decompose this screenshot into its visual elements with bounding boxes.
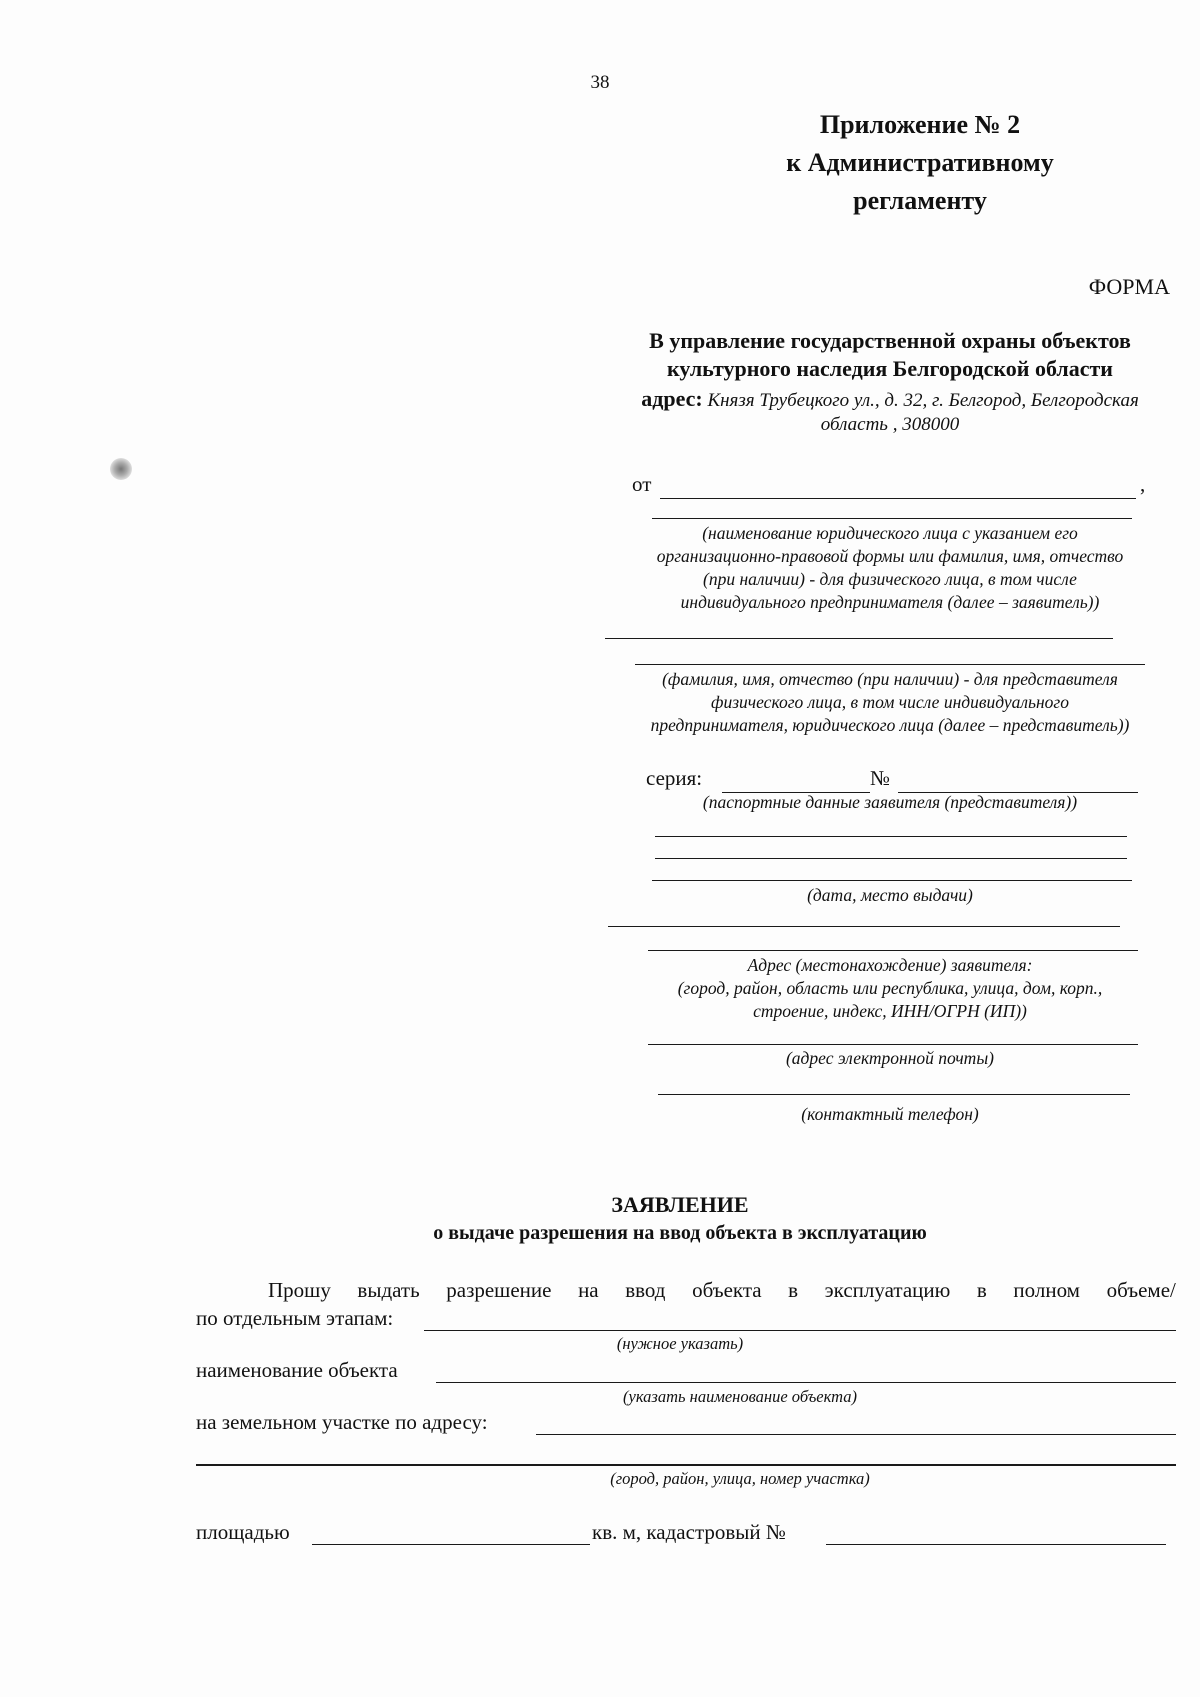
request-word: в xyxy=(788,1278,799,1302)
request-word: объеме/ xyxy=(1106,1278,1176,1302)
caption-line: физического лица, в том числе индивидуального xyxy=(711,692,1069,712)
area-field[interactable] xyxy=(312,1544,590,1545)
object-name-field[interactable] xyxy=(436,1382,1176,1383)
applicant-name-line-2[interactable] xyxy=(652,518,1132,519)
caption-line: (фамилия, имя, отчество (при наличии) - для представителя xyxy=(662,669,1118,689)
phone-caption: (контактный телефон) xyxy=(801,1104,979,1124)
recipient-line-1: В управление государственной охраны объектов xyxy=(649,328,1131,353)
email-caption: (адрес электронной почты) xyxy=(785,1048,995,1068)
land-caption: (город, район, улица, номер участка) xyxy=(610,1469,870,1488)
object-label: наименование объекта xyxy=(196,1358,398,1382)
passport-caption: (паспортные данные заявителя (представителя)) xyxy=(702,792,1078,812)
recipient-address-line-2: область , 308000 xyxy=(820,414,960,435)
representative-caption xyxy=(600,668,1180,737)
passport-issue-line-3[interactable] xyxy=(652,880,1132,881)
caption-line: предпринимателя, юридического лица (далее – представитель)) xyxy=(650,715,1130,735)
from-comma: , xyxy=(1140,472,1146,496)
address-line-1: Князя Трубецкого ул., д. 32, г. Белгород, Белгородская xyxy=(707,390,1139,411)
caption-line: (при наличии) - для физического лица, в том числе xyxy=(703,569,1077,589)
applicant-extra-line[interactable] xyxy=(605,638,1113,639)
applicant-caption xyxy=(600,522,1180,614)
area-unit-label: кв. м, кадастровый № xyxy=(592,1520,786,1544)
annex-subtitle-2: регламенту xyxy=(853,186,987,215)
request-word: Прошу xyxy=(268,1278,331,1302)
address-label: адрес: xyxy=(641,386,703,411)
statement-subtitle: о выдаче разрешения на ввод объекта в эксплуатацию xyxy=(433,1222,927,1244)
object-caption: (указать наименование объекта) xyxy=(623,1387,857,1406)
address-caption xyxy=(600,954,1180,1023)
land-address-field[interactable] xyxy=(536,1434,1176,1435)
series-label: серия: xyxy=(646,766,703,790)
caption-line: Адрес (местонахождение) заявителя: xyxy=(747,955,1033,975)
applicant-name-line[interactable] xyxy=(660,498,1136,499)
from-label: от xyxy=(632,472,652,496)
request-word: выдать xyxy=(357,1278,420,1302)
scan-speck xyxy=(110,458,132,480)
stages-label: по отдельным этапам: xyxy=(196,1306,394,1330)
caption-line: строение, индекс, ИНН/ОГРН (ИП)) xyxy=(753,1001,1027,1021)
form-label: ФОРМА xyxy=(1088,274,1170,299)
area-label: площадью xyxy=(196,1520,290,1544)
page-number: 38 xyxy=(590,72,610,93)
land-address-field-2[interactable] xyxy=(196,1464,1176,1466)
address-line-a[interactable] xyxy=(608,926,1120,927)
phone-field[interactable] xyxy=(658,1094,1130,1095)
cadastral-number-field[interactable] xyxy=(826,1544,1166,1545)
email-field[interactable] xyxy=(648,1044,1138,1045)
caption-line: (наименование юридического лица с указанием его xyxy=(702,523,1078,543)
request-word: разрешение xyxy=(446,1278,552,1302)
caption-line: (город, район, область или республика, улица, дом, корп., xyxy=(677,978,1103,998)
annex-title: Приложение № 2 xyxy=(819,110,1021,139)
stages-field[interactable] xyxy=(424,1330,1176,1331)
address-line-b[interactable] xyxy=(648,950,1138,951)
statement-title: ЗАЯВЛЕНИЕ xyxy=(611,1192,749,1217)
request-word: эксплуатацию xyxy=(824,1278,951,1302)
request-word: полном xyxy=(1013,1278,1080,1302)
request-word: в xyxy=(976,1278,987,1302)
annex-subtitle: к Административному xyxy=(786,148,1054,177)
land-label: на земельном участке по адресу: xyxy=(196,1410,488,1434)
request-line xyxy=(268,1278,1176,1303)
request-word: ввод xyxy=(625,1278,666,1302)
number-label: № xyxy=(870,766,891,790)
recipient-line-2: культурного наследия Белгородской области xyxy=(667,356,1113,381)
passport-issue-line-2[interactable] xyxy=(655,858,1127,859)
request-word: на xyxy=(578,1278,599,1302)
caption-line: организационно-правовой формы или фамилия, имя, отчество xyxy=(656,546,1124,566)
issue-caption: (дата, место выдачи) xyxy=(807,885,973,905)
passport-issue-line-1[interactable] xyxy=(655,836,1127,837)
caption-line: индивидуального предпринимателя (далее – заявитель)) xyxy=(680,592,1100,612)
representative-line[interactable] xyxy=(635,664,1145,665)
request-word: объекта xyxy=(692,1278,762,1302)
recipient-address xyxy=(600,386,1180,414)
stages-caption: (нужное указать) xyxy=(616,1334,744,1353)
